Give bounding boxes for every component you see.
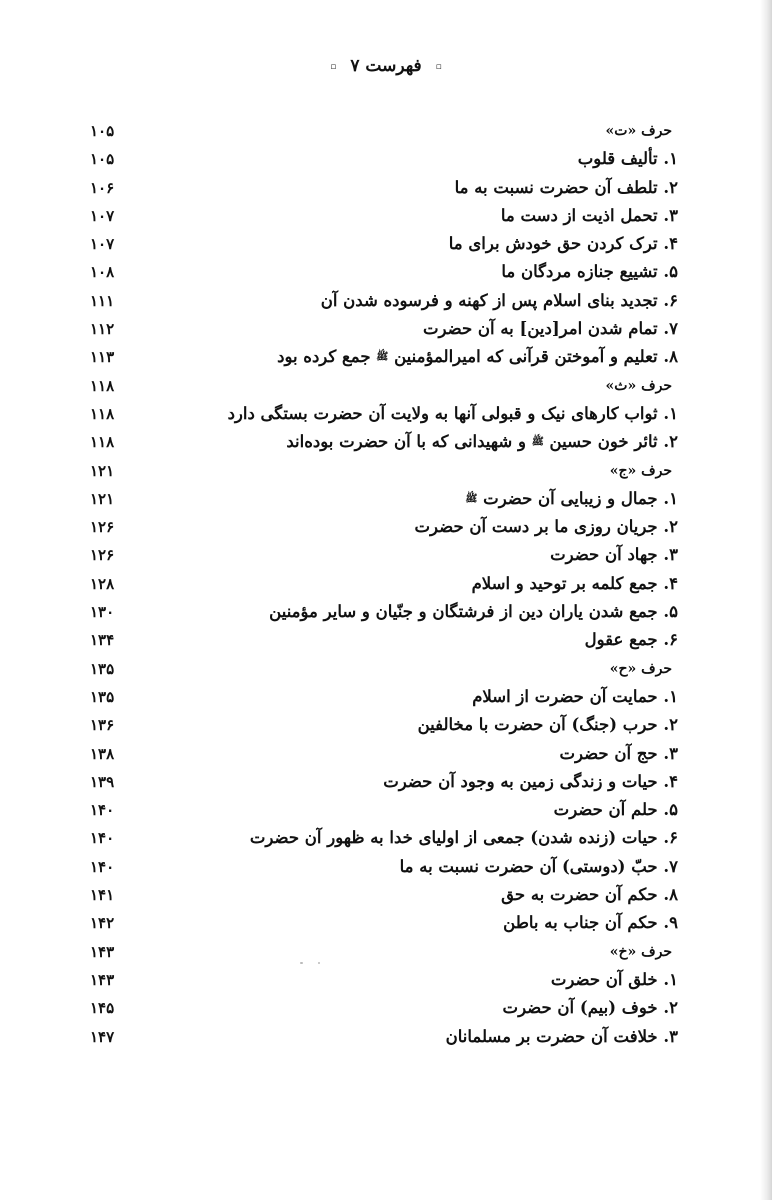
toc-entry-title xyxy=(418,711,678,739)
toc-page-number: ۱۱۱ xyxy=(90,291,115,310)
toc-entry-text: ۶. حیات (زنده شدن) جمعی از اولیای خدا به ظهور آن حضرت xyxy=(249,828,678,848)
header-page-number: ۷ xyxy=(350,56,360,76)
toc-entry xyxy=(0,683,772,711)
toc-entry-title xyxy=(501,258,678,286)
toc-entry-title xyxy=(551,966,678,994)
toc-page-number: ۱۰۵ xyxy=(90,150,115,169)
toc-page-number: ۱۳۰ xyxy=(90,603,115,622)
toc-page-number: ۱۴۳ xyxy=(90,970,115,989)
toc-entry-text: ۵. جمع شدن یاران دین از فرشتگان و جنّیان و سایر مؤمنین xyxy=(269,602,678,622)
toc-entry xyxy=(0,966,772,994)
toc-page-number: ۱۴۰ xyxy=(90,829,115,848)
toc-entry-title xyxy=(501,881,678,909)
toc-page-number: ۱۰۷ xyxy=(90,235,115,254)
toc-entry-text: ۶. جمع عقول xyxy=(584,630,678,650)
toc-entry-title xyxy=(606,372,672,400)
toc-page-number: ۱۲۸ xyxy=(90,574,115,593)
toc-entry-title xyxy=(321,287,678,315)
toc-entry-text: حرف «ت» xyxy=(605,123,672,139)
toc-page-number: ۱۴۲ xyxy=(90,914,115,933)
toc-entry-title xyxy=(578,145,678,173)
table-of-contents xyxy=(0,117,772,1051)
toc-entry-text: حرف «ث» xyxy=(605,377,672,394)
toc-page-number: ۱۳۶ xyxy=(90,716,115,735)
toc-entry xyxy=(0,230,772,258)
toc-entry xyxy=(0,485,772,513)
toc-page-number: ۱۲۶ xyxy=(90,546,115,565)
toc-entry-title xyxy=(400,853,678,881)
toc-entry-title xyxy=(415,513,678,541)
toc-entry-text: ۲. ثائر خون حسین xyxy=(549,432,678,452)
toc-entry xyxy=(0,853,772,881)
toc-entry-title xyxy=(269,598,678,626)
toc-entry-text: ۳. خلافت آن حضرت بر مسلمانان xyxy=(445,1026,678,1046)
toc-entry xyxy=(0,796,772,824)
toc-entry-text: ۱. ثواب کارهای نیک و قبولی آنها به ولایت آن حضرت بستگی دارد xyxy=(227,403,678,423)
toc-page-number: ۱۴۰ xyxy=(90,857,115,876)
toc-entry-title xyxy=(277,343,678,372)
toc-page-number: ۱۴۳ xyxy=(90,942,115,961)
toc-entry-title xyxy=(501,202,678,230)
toc-entry-text: ۶. تجدید بنای اسلام پس از کهنه و فرسوده شدن آن xyxy=(320,290,678,310)
toc-entry-text-continued: و شهیدانی که با آن حضرت بوده‌اند xyxy=(286,432,526,452)
toc-entry-text: ۴. ترک کردن حق خودش برای ما xyxy=(448,234,678,254)
toc-entry-text: حرف «خ» xyxy=(609,943,672,960)
toc-entry-text: ۴. جمع کلمه بر توحید و اسلام xyxy=(471,573,678,593)
toc-page-number: ۱۳۵ xyxy=(90,687,115,706)
toc-entry xyxy=(0,428,772,456)
toc-entry-text: ۲. حرب (جنگ) آن حضرت با مخالفین xyxy=(417,715,678,735)
toc-entry-text: ۱. جمال و زیبایی آن حضرت xyxy=(483,488,678,508)
toc-entry xyxy=(0,1023,772,1051)
toc-entry-title xyxy=(455,174,678,202)
toc-page-number: ۱۰۷ xyxy=(90,206,115,225)
toc-entry xyxy=(0,343,772,371)
toc-entry xyxy=(0,881,772,909)
toc-section-heading xyxy=(0,372,772,400)
toc-entry xyxy=(0,400,772,428)
toc-entry-title xyxy=(503,994,678,1022)
toc-page-number: ۱۳۵ xyxy=(90,659,115,678)
toc-page-number: ۱۳۸ xyxy=(90,744,115,763)
toc-page-number: ۱۰۵ xyxy=(90,122,115,140)
toc-entry-title xyxy=(610,938,672,966)
toc-entry-text: ۷. تمام شدن امر[دین] به آن حضرت xyxy=(423,319,678,339)
toc-entry xyxy=(0,626,772,654)
toc-entry-text: حرف «ح» xyxy=(609,660,672,677)
toc-entry xyxy=(0,315,772,343)
toc-page-number: ۱۴۰ xyxy=(90,801,115,820)
toc-entry-text: ۹. حکم آن جناب به باطن xyxy=(503,913,678,933)
toc-entry-title xyxy=(503,909,678,937)
toc-page-number: ۱۴۱ xyxy=(90,886,115,905)
toc-entry-text: ۲. خوف (بیم) آن حضرت xyxy=(502,998,678,1018)
toc-entry-title xyxy=(423,315,678,343)
ornament-left-icon: ▫ xyxy=(330,61,337,72)
toc-page-number: ۱۱۸ xyxy=(90,404,115,423)
toc-entry-title xyxy=(286,428,678,457)
scan-speck xyxy=(318,962,320,964)
toc-entry-title xyxy=(465,485,678,514)
toc-entry-title xyxy=(606,117,672,145)
toc-entry-text: ۵. تشییع جنازه مردگان ما xyxy=(501,262,678,282)
toc-entry-title xyxy=(585,626,678,654)
toc-entry-text-continued: جمع کرده بود xyxy=(277,347,371,367)
toc-entry-title xyxy=(446,1023,678,1051)
toc-entry-text: ۴. حیات و زندگی زمین به وجود آن حضرت xyxy=(383,771,678,791)
toc-section-heading xyxy=(0,938,772,966)
toc-entry xyxy=(0,202,772,230)
toc-entry xyxy=(0,768,772,796)
toc-entry-title xyxy=(554,796,678,824)
toc-entry-title xyxy=(472,683,678,711)
toc-entry xyxy=(0,824,772,852)
toc-entry xyxy=(0,513,772,541)
toc-section-heading xyxy=(0,655,772,683)
ornament-right-icon: ▫ xyxy=(435,61,442,72)
toc-page-number: ۱۱۲ xyxy=(90,320,115,339)
toc-entry xyxy=(0,994,772,1022)
toc-entry-title xyxy=(449,230,678,258)
toc-entry-title xyxy=(610,457,672,485)
toc-entry-title xyxy=(472,570,678,598)
toc-page-number: ۱۰۸ xyxy=(90,263,115,282)
toc-entry-text: ۲. جریان روزی ما بر دست آن حضرت xyxy=(414,517,678,537)
toc-section-heading xyxy=(0,117,772,145)
toc-section-heading xyxy=(0,457,772,485)
toc-entry xyxy=(0,598,772,626)
toc-page-number: ۱۳۴ xyxy=(90,631,115,650)
toc-entry xyxy=(0,909,772,937)
toc-entry xyxy=(0,740,772,768)
toc-page-number: ۱۰۶ xyxy=(90,178,115,197)
toc-entry xyxy=(0,145,772,173)
toc-entry-text: ۷. حبّ (دوستی) آن حضرت نسبت به ما xyxy=(399,856,678,876)
toc-entry-text: ۳. تحمل اذیت از دست ما xyxy=(500,205,678,225)
scan-speck xyxy=(300,962,303,964)
honorific-mark: ﷺ xyxy=(376,351,389,363)
toc-entry xyxy=(0,541,772,569)
toc-entry-text: ۱. خلق آن حضرت xyxy=(550,969,678,989)
honorific-mark: ﷺ xyxy=(531,436,544,448)
toc-page-number: ۱۴۵ xyxy=(90,999,115,1018)
toc-entry-text: ۱. حمایت آن حضرت از اسلام xyxy=(472,686,678,706)
toc-page-number: ۱۱۳ xyxy=(90,348,115,367)
page-edge-shadow xyxy=(760,0,772,1200)
toc-page-number: ۱۳۹ xyxy=(90,772,115,791)
toc-entry xyxy=(0,174,772,202)
toc-page-number: ۱۲۱ xyxy=(90,489,115,508)
toc-entry-title xyxy=(610,655,672,683)
toc-page-number: ۱۲۱ xyxy=(90,461,115,480)
toc-entry-title xyxy=(559,740,678,768)
page-header xyxy=(0,56,772,76)
toc-entry xyxy=(0,711,772,739)
toc-entry-title xyxy=(383,768,678,796)
toc-entry-text: ۳. حج آن حضرت xyxy=(559,743,678,763)
toc-page-number: ۱۱۸ xyxy=(90,433,115,452)
toc-entry-title xyxy=(550,541,678,569)
toc-entry-text: ۵. حلم آن حضرت xyxy=(553,800,678,820)
toc-page-number: ۱۲۶ xyxy=(90,518,115,537)
toc-entry xyxy=(0,258,772,286)
honorific-mark: ﷺ xyxy=(465,493,478,505)
toc-entry xyxy=(0,287,772,315)
toc-entry-title xyxy=(228,400,678,428)
toc-entry-text: ۸. حکم آن حضرت به حق xyxy=(501,885,678,905)
toc-entry-text: ۳. جهاد آن حضرت xyxy=(550,545,678,565)
toc-entry-text: ۱. تألیف قلوب xyxy=(577,149,678,169)
toc-entry-text: حرف «ج» xyxy=(609,462,672,479)
toc-entry xyxy=(0,570,772,598)
toc-page-number: ۱۱۸ xyxy=(90,376,115,395)
toc-entry-title xyxy=(250,824,678,852)
header-title: فهرست xyxy=(365,56,422,76)
toc-entry-text: ۲. تلطف آن حضرت نسبت به ما xyxy=(454,177,678,197)
toc-page-number: ۱۴۷ xyxy=(90,1027,115,1046)
toc-entry-text: ۸. تعلیم و آموختن قرآنی که امیرالمؤمنین xyxy=(394,347,678,367)
